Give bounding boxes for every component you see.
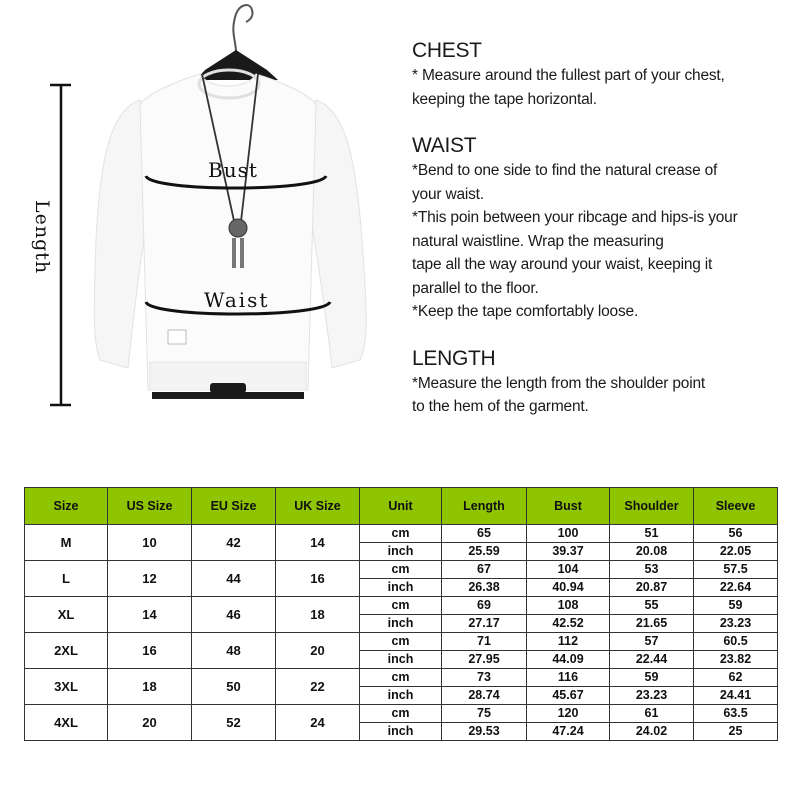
guide-line: your waist.	[412, 185, 484, 203]
value-cell: 25	[694, 723, 778, 741]
unit-cell: cm	[360, 633, 442, 651]
uk-size-cell: 20	[276, 633, 360, 669]
table-header-row	[25, 488, 778, 525]
value-cell: 67	[442, 561, 527, 579]
value-cell: 40.94	[527, 579, 610, 597]
uk-size-cell: 18	[276, 597, 360, 633]
value-cell: 112	[527, 633, 610, 651]
value-cell: 56	[694, 525, 778, 543]
size-chart-table	[24, 487, 778, 741]
table-row	[25, 669, 778, 687]
guide-title: LENGTH	[412, 346, 496, 370]
value-cell: 60.5	[694, 633, 778, 651]
value-cell: 20.87	[610, 579, 694, 597]
unit-cell: cm	[360, 705, 442, 723]
us-size-cell: 16	[108, 633, 192, 669]
guide-line: tape all the way around your waist, keeping it	[412, 256, 713, 273]
length-label: Length	[31, 200, 53, 275]
value-cell: 42.52	[527, 615, 610, 633]
sweatshirt-illustration	[0, 0, 400, 420]
table-row	[25, 633, 778, 651]
value-cell: 59	[694, 597, 778, 615]
guide-chest	[412, 38, 792, 111]
uk-size-cell: 24	[276, 705, 360, 741]
guide-waist	[412, 133, 792, 324]
value-cell: 22.44	[610, 651, 694, 669]
value-cell: 26.38	[442, 579, 527, 597]
guide-line: natural waistline. Wrap the measuring	[412, 232, 664, 250]
value-cell: 21.65	[610, 615, 694, 633]
value-cell: 104	[527, 561, 610, 579]
value-cell: 27.95	[442, 651, 527, 669]
eu-size-cell: 52	[192, 705, 276, 741]
value-cell: 45.67	[527, 687, 610, 705]
eu-size-cell: 42	[192, 525, 276, 561]
value-cell: 39.37	[527, 543, 610, 561]
us-size-cell: 12	[108, 561, 192, 597]
guide-line: *Measure the length from the shoulder point	[412, 374, 705, 392]
value-cell: 71	[442, 633, 527, 651]
label-tag-icon	[168, 330, 186, 344]
header-uk-size: UK Size	[276, 488, 360, 525]
bust-label: Bust	[208, 158, 258, 182]
size-cell: 3XL	[25, 669, 108, 705]
waist-label: Waist	[204, 288, 270, 312]
value-cell: 65	[442, 525, 527, 543]
guide-line: keeping the tape horizontal.	[412, 90, 597, 108]
value-cell: 44.09	[527, 651, 610, 669]
unit-cell: inch	[360, 723, 442, 741]
header-unit: Unit	[360, 488, 442, 525]
measurement-guide	[412, 38, 792, 441]
value-cell: 53	[610, 561, 694, 579]
value-cell: 116	[527, 669, 610, 687]
header-length: Length	[442, 488, 527, 525]
guide-line: parallel to the floor.	[412, 279, 539, 297]
value-cell: 22.64	[694, 579, 778, 597]
value-cell: 61	[610, 705, 694, 723]
value-cell: 20.08	[610, 543, 694, 561]
value-cell: 29.53	[442, 723, 527, 741]
value-cell: 23.23	[694, 615, 778, 633]
guide-line: * Measure around the fullest part of your chest,	[412, 67, 725, 84]
unit-cell: cm	[360, 669, 442, 687]
value-cell: 108	[527, 597, 610, 615]
us-size-cell: 10	[108, 525, 192, 561]
value-cell: 100	[527, 525, 610, 543]
size-cell: XL	[25, 597, 108, 633]
unit-cell: inch	[360, 651, 442, 669]
value-cell: 63.5	[694, 705, 778, 723]
header-size: Size	[25, 488, 108, 525]
unit-cell: inch	[360, 543, 442, 561]
value-cell: 47.24	[527, 723, 610, 741]
table-row	[25, 597, 778, 615]
table-row	[25, 561, 778, 579]
uk-size-cell: 14	[276, 525, 360, 561]
us-size-cell: 20	[108, 705, 192, 741]
uk-size-cell: 22	[276, 669, 360, 705]
value-cell: 120	[527, 705, 610, 723]
value-cell: 59	[610, 669, 694, 687]
value-cell: 24.41	[694, 687, 778, 705]
unit-cell: cm	[360, 525, 442, 543]
table-row	[25, 705, 778, 723]
value-cell: 57	[610, 633, 694, 651]
value-cell: 22.05	[694, 543, 778, 561]
unit-cell: inch	[360, 687, 442, 705]
guide-line: to the hem of the garment.	[412, 398, 589, 415]
value-cell: 24.02	[610, 723, 694, 741]
header-eu-size: EU Size	[192, 488, 276, 525]
unit-cell: cm	[360, 597, 442, 615]
table-row	[25, 525, 778, 543]
us-size-cell: 14	[108, 597, 192, 633]
unit-cell: cm	[360, 561, 442, 579]
guide-line: *This poin between your ribcage and hips-is your	[412, 209, 738, 226]
eu-size-cell: 48	[192, 633, 276, 669]
size-cell: 4XL	[25, 705, 108, 741]
uk-size-cell: 16	[276, 561, 360, 597]
guide-title: WAIST	[412, 134, 477, 157]
value-cell: 51	[610, 525, 694, 543]
header-us-size: US Size	[108, 488, 192, 525]
us-size-cell: 18	[108, 669, 192, 705]
unit-cell: inch	[360, 615, 442, 633]
unit-cell: inch	[360, 579, 442, 597]
guide-line: *Bend to one side to find the natural crease of	[412, 162, 718, 179]
size-cell: L	[25, 561, 108, 597]
size-cell: M	[25, 525, 108, 561]
size-cell: 2XL	[25, 633, 108, 669]
header-sleeve: Sleeve	[694, 488, 778, 525]
header-bust: Bust	[527, 488, 610, 525]
eu-size-cell: 46	[192, 597, 276, 633]
value-cell: 55	[610, 597, 694, 615]
eu-size-cell: 44	[192, 561, 276, 597]
guide-length	[412, 346, 792, 419]
value-cell: 73	[442, 669, 527, 687]
guide-title: CHEST	[412, 39, 482, 62]
eu-size-cell: 50	[192, 669, 276, 705]
value-cell: 62	[694, 669, 778, 687]
value-cell: 27.17	[442, 615, 527, 633]
value-cell: 57.5	[694, 561, 778, 579]
value-cell: 69	[442, 597, 527, 615]
value-cell: 28.74	[442, 687, 527, 705]
value-cell: 23.23	[610, 687, 694, 705]
value-cell: 25.59	[442, 543, 527, 561]
header-shoulder: Shoulder	[610, 488, 694, 525]
value-cell: 23.82	[694, 651, 778, 669]
value-cell: 75	[442, 705, 527, 723]
guide-line: *Keep the tape comfortably loose.	[412, 303, 639, 320]
